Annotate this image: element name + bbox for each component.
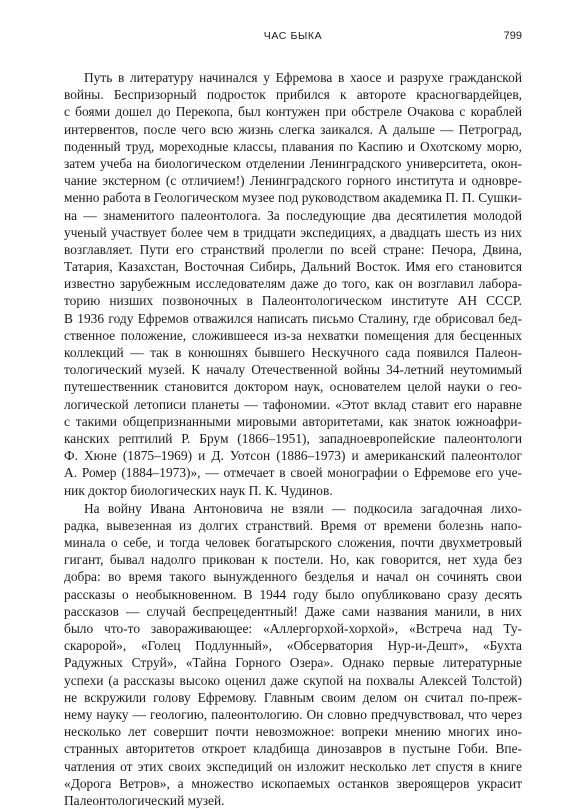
text-line: затем учеба на биологическом отделении Ленинградского университета, окон- — [64, 155, 522, 171]
text-line: Татария, Казахстан, Восточная Сибирь, Дальний Восток. Имя его становится — [64, 259, 522, 275]
text-line: тологический музей. К началу Отечественной войны 34-летний неутомимый — [64, 362, 522, 378]
text-line: Палеонтологический музей. — [64, 792, 225, 808]
text-line: скаророй», «Голец Подлунный», «Обсерватория Нур-и-Дешт», «Бухта — [64, 638, 522, 654]
body-text — [64, 69, 522, 809]
text-line: несколько лет совершит почти невозможное: вопреки мнению многих ино- — [64, 724, 522, 740]
text-line: коллекций — так в конюшнях бывшего Нескучного сада появился Палеон- — [64, 345, 522, 360]
text-line: Ф. Хюне (1875–1969) и Д. Уотсон (1886–1973) и американский палеонтолог — [64, 448, 522, 464]
text-line: ученый участвует более чем в тридцати экспедициях, а двадцать шесть из них — [64, 224, 522, 240]
text-line: гигант, бывал надолго прикован к постели. Но, как говорится, нет худа без — [64, 552, 522, 568]
text-line: поденный труд, мореходные классы, плавания по Каспию и Охотскому морю, — [64, 138, 522, 154]
text-line: А. Ромер (1884–1973)», — отмечает в своей монографии о Ефремове его уче- — [64, 465, 522, 481]
paragraph — [64, 69, 522, 499]
text-line: На войну Ивана Антоновича не взяли — подкосила загадочная лихо- — [84, 500, 522, 516]
text-line: на — знаменитого палеонтолога. За последующие два десятилетия молодой — [64, 207, 522, 223]
text-line: Путь в литературу начинался у Ефремова в хаосе и разрухе гражданской — [84, 70, 522, 85]
text-line: канских рептилий Р. Брум (1866–1951), западноевропейские палеонтологи — [64, 430, 522, 446]
text-line: рассказы о необыкновенном. В 1944 году было опубликовано сразу десять — [64, 586, 522, 602]
text-line: было что-то завораживающее: «Аллергорхой-хорхой», «Встреча над Ту- — [64, 621, 522, 636]
text-line: успехи (а рассказы высоко оценил даже скупой на похвалы Алексей Толстой) — [64, 672, 522, 688]
text-line: с боями дошел до Перекопа, был контужен при обстреле Очакова с кораблей — [64, 104, 522, 120]
text-line: «Дорога Ветров», а множество ископаемых останков звероящеров украсит — [64, 775, 522, 791]
text-line: Радужных Струй», «Тайна Горного Озера». Однако первые литературные — [64, 655, 522, 671]
text-line: минала о себе, и тогда человек богатырского сложения, почти двухметровый — [64, 535, 522, 551]
page-number: 799 — [503, 30, 522, 42]
paragraph — [64, 500, 522, 809]
text-line: добра: во время такого вынужденного безделья и начал он сочинять свои — [64, 569, 522, 585]
text-line: странных авторитетов откроет кладбища динозавров в пустыне Гоби. Впе- — [64, 741, 522, 757]
text-line: чатления от этих своих экспедиций он изложит несколько лет спустя в книге — [64, 758, 522, 774]
text-line: возглавляет. Пути его странствий пролегли по всей стране: Печора, Двина, — [64, 241, 522, 257]
text-line: ник доктор биологических наук П. К. Чудинов. — [64, 482, 333, 498]
page-header — [64, 30, 522, 46]
running-head: ЧАС БЫКА — [263, 30, 323, 42]
text-line: В 1936 году Ефремов отважился написать письмо Сталину, где обрисовал бед- — [64, 310, 522, 326]
text-line: торию низших позвоночных в Палеонтологическом институте АН СССР. — [64, 293, 522, 309]
text-line: чание экстерном (с отличием!) Ленинградского горного института и одновре- — [64, 173, 522, 189]
text-line: ственное положение, сложившееся из-за нехватки помещения для бесценных — [64, 327, 522, 343]
text-line: не вскружили голову Ефремову. Главным своим делом он считал по-преж- — [64, 689, 522, 705]
text-line: известно зарубежным исследователям даже до того, как он возглавил лабора- — [64, 276, 522, 292]
text-line: интервентов, после чего всю жизнь слегка заикался. А дальше — Петроград, — [64, 121, 522, 137]
text-line: рассказов — случай беспрецедентный! Даже сами названия манили, в них — [64, 603, 522, 619]
text-line: менно работа в Геологическом музее под руководством академика П. П. Сушки- — [64, 190, 522, 206]
text-line: путешественник становится доктором наук, основателем целой науки о гео- — [64, 379, 522, 395]
text-line: нему науку — геологию, палеонтологию. Он словно предчувствовал, что через — [64, 706, 522, 722]
text-line: войны. Беспризорный подросток прибился к автороте красногвардейцев, — [64, 87, 522, 103]
text-line: с такими общепризнанными мировыми авторитетами, как знаток южноафри- — [64, 413, 522, 429]
text-line: логической летописи планеты — тафономии. «Этот вклад ставит его наравне — [64, 396, 522, 412]
text-line: радка, вывезенная из долгих странствий. Время от времени болезнь напо- — [64, 517, 522, 533]
